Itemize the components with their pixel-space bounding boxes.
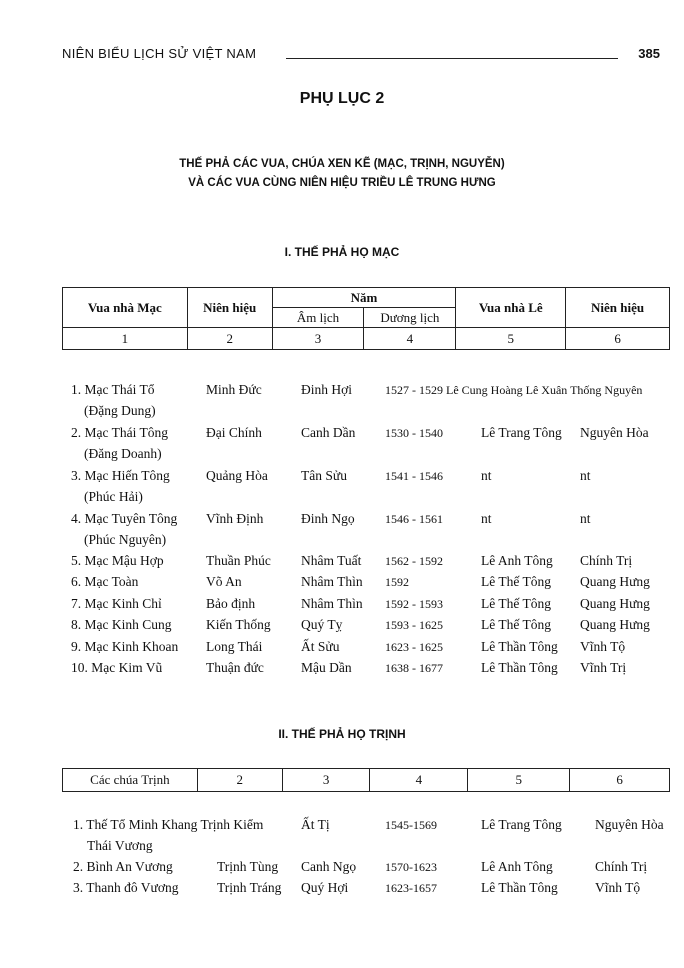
solar-years: 1570-1623	[385, 860, 437, 874]
personal-name: (Đăng Doanh)	[84, 446, 162, 461]
lunar-year: Đinh Ngọ	[301, 511, 355, 526]
lunar-year: Đinh Hợi	[301, 382, 353, 397]
table-row	[0, 511, 684, 531]
reign-title: Kiến Thống	[206, 617, 271, 632]
le-king: Lê Thế Tông	[481, 596, 551, 611]
le-king: Lê Thế Tông	[481, 574, 551, 589]
ruler-name: 3. Mạc Hiến Tông	[71, 468, 170, 483]
lunar-year: Quý Hợi	[301, 880, 349, 895]
table-row-sub	[0, 838, 684, 858]
lord-title: Thái Vương	[87, 838, 153, 853]
lunar-year: Canh Ngọ	[301, 859, 357, 874]
lord-name: 3. Thanh đô Vương	[73, 880, 179, 895]
header-rule	[286, 58, 618, 59]
table-row	[0, 617, 684, 637]
le-reign-title: Vĩnh Tộ	[580, 639, 626, 654]
table-row	[0, 639, 684, 659]
table-row-sub	[0, 446, 684, 466]
lunar-year: Nhâm Tuất	[301, 553, 362, 568]
le-king: Lê Thần Tông	[481, 880, 558, 895]
le-king: Lê Trang Tông	[481, 425, 562, 440]
table-row-sub	[0, 489, 684, 509]
ruler-name: 5. Mạc Mậu Hợp	[71, 553, 164, 568]
le-king: Lê Anh Tông	[481, 553, 553, 568]
solar-years: 1623-1657	[385, 881, 437, 895]
ruler-name: 4. Mạc Tuyên Tông	[71, 511, 178, 526]
col-header-chua-trinh: Các chúa Trịnh	[63, 769, 198, 792]
solar-years: 1562 - 1592	[385, 554, 443, 568]
ruler-name: 1. Mạc Thái Tổ	[71, 382, 155, 397]
ruler-name: 7. Mạc Kinh Chỉ	[71, 596, 162, 611]
le-reign-title: Quang Hưng	[580, 596, 650, 611]
reign-title: Vĩnh Định	[206, 511, 264, 526]
le-reign-title: Quang Hưng	[580, 617, 650, 632]
subtitle-line-1: THẾ PHẢ CÁC VUA, CHÚA XEN KẼ (MẠC, TRỊNH, NGUYỄN)	[179, 158, 505, 170]
col-header-vua-le: Vua nhà Lê	[456, 288, 566, 328]
solar-years: 1593 - 1625	[385, 618, 443, 632]
solar-years: 1592	[385, 575, 409, 589]
section-1-title: I. THẾ PHẢ HỌ MẠC	[284, 245, 400, 259]
solar-years: 1592 - 1593	[385, 597, 443, 611]
col-number: 2	[197, 769, 282, 792]
le-reign-title: Nguyên Hòa	[580, 425, 649, 440]
col-header-am-lich: Âm lịch	[272, 308, 364, 328]
ruler-name: 8. Mạc Kinh Cung	[71, 617, 172, 632]
le-king: nt	[481, 511, 492, 526]
row-text: 1527 - 1529 Lê Cung Hoàng Lê Xuân Thống Nguyên	[385, 383, 643, 397]
personal-name: (Đặng Dung)	[84, 403, 156, 418]
le-king: Lê Thần Tông	[481, 660, 558, 675]
personal-name: Trịnh Tráng	[217, 880, 282, 895]
reign-title: Đại Chính	[206, 425, 262, 440]
lord-name: 1. Thế Tổ Minh Khang Trịnh Kiểm	[73, 817, 264, 832]
section-2-title: II. THẾ PHẢ HỌ TRỊNH	[278, 727, 406, 741]
solar-years: 1638 - 1677	[385, 661, 443, 675]
le-king: Lê Anh Tông	[481, 859, 553, 874]
table-row	[0, 817, 684, 837]
lunar-year: Nhâm Thìn	[301, 574, 363, 589]
reign-title: Thuần Phúc	[206, 553, 271, 568]
table-row	[0, 553, 684, 573]
lunar-year: Ất Tị	[301, 817, 330, 832]
le-reign-title: Chính Trị	[595, 859, 648, 874]
lunar-year: Tân Sửu	[301, 468, 347, 483]
ruler-name: 10. Mạc Kim Vũ	[71, 660, 163, 675]
le-king: Lê Thế Tông	[481, 617, 551, 632]
trinh-table-header	[62, 768, 670, 792]
col-header-nien-hieu: Niên hiệu	[187, 288, 272, 328]
solar-years: 1545-1569	[385, 818, 437, 832]
reign-title: Quảng Hòa	[206, 468, 268, 483]
le-reign-title: Chính Trị	[580, 553, 633, 568]
table-row-sub	[0, 403, 684, 423]
col-number: 2	[187, 328, 272, 350]
col-number: 1	[63, 328, 188, 350]
col-header-duong-lich: Dương lịch	[364, 308, 456, 328]
table-row	[0, 596, 684, 616]
col-number: 4	[364, 328, 456, 350]
subtitle-line-2: VÀ CÁC VUA CÙNG NIÊN HIỆU TRIỀU LÊ TRUNG HƯNG	[188, 177, 496, 189]
personal-name: (Phúc Hải)	[84, 489, 143, 504]
ruler-name: 9. Mạc Kinh Khoan	[71, 639, 179, 654]
lunar-year: Nhâm Thìn	[301, 596, 363, 611]
lord-name: 2. Bình An Vương	[73, 859, 173, 874]
le-king: nt	[481, 468, 492, 483]
solar-years: 1530 - 1540	[385, 426, 443, 440]
le-king: Lê Trang Tông	[481, 817, 562, 832]
reign-title: Long Thái	[206, 639, 263, 654]
running-header	[62, 46, 660, 66]
col-header-nam: Năm	[272, 288, 456, 308]
reign-title: Võ An	[206, 574, 242, 589]
ruler-name: 6. Mạc Toàn	[71, 574, 139, 589]
personal-name: Trịnh Tùng	[217, 859, 279, 874]
le-reign-title: Vĩnh Trị	[580, 660, 627, 675]
table-row	[0, 468, 684, 488]
col-number: 6	[570, 769, 670, 792]
reign-title: Bảo định	[206, 596, 256, 611]
col-number: 4	[370, 769, 468, 792]
col-header-nien-hieu-le: Niên hiệu	[566, 288, 670, 328]
solar-years: 1546 - 1561	[385, 512, 443, 526]
le-reign-title: Vĩnh Tộ	[595, 880, 641, 895]
col-number: 6	[566, 328, 670, 350]
table-row	[0, 660, 684, 680]
mac-table-header	[62, 287, 670, 350]
lunar-year: Mậu Dần	[301, 660, 352, 675]
col-number: 5	[456, 328, 566, 350]
page-number: 385	[638, 46, 660, 61]
le-reign-title: Quang Hưng	[580, 574, 650, 589]
table-row	[0, 425, 684, 445]
solar-years: 1541 - 1546	[385, 469, 443, 483]
table-row	[0, 382, 684, 402]
col-number: 3	[282, 769, 370, 792]
le-reign-title: Nguyên Hòa	[595, 817, 664, 832]
table-row	[0, 859, 684, 879]
col-header-vua-mac: Vua nhà Mạc	[63, 288, 188, 328]
personal-name: (Phúc Nguyên)	[84, 532, 167, 547]
le-king: Lê Thần Tông	[481, 639, 558, 654]
reign-title: Thuận đức	[206, 660, 264, 675]
lunar-year: Quý Tỵ	[301, 617, 343, 632]
lunar-year: Canh Dần	[301, 425, 356, 440]
header-title: NIÊN BIỂU LỊCH SỬ VIỆT NAM	[62, 46, 257, 61]
table-row	[0, 880, 684, 900]
le-reign-title: nt	[580, 511, 591, 526]
table-row-sub	[0, 532, 684, 552]
ruler-name: 2. Mạc Thái Tông	[71, 425, 168, 440]
lunar-year: Ất Sửu	[301, 639, 340, 654]
col-number: 5	[468, 769, 570, 792]
col-number: 3	[272, 328, 364, 350]
solar-years: 1623 - 1625	[385, 640, 443, 654]
reign-title: Minh Đức	[206, 382, 262, 397]
le-reign-title: nt	[580, 468, 591, 483]
table-row	[0, 574, 684, 594]
appendix-title: PHỤ LỤC 2	[299, 90, 385, 107]
